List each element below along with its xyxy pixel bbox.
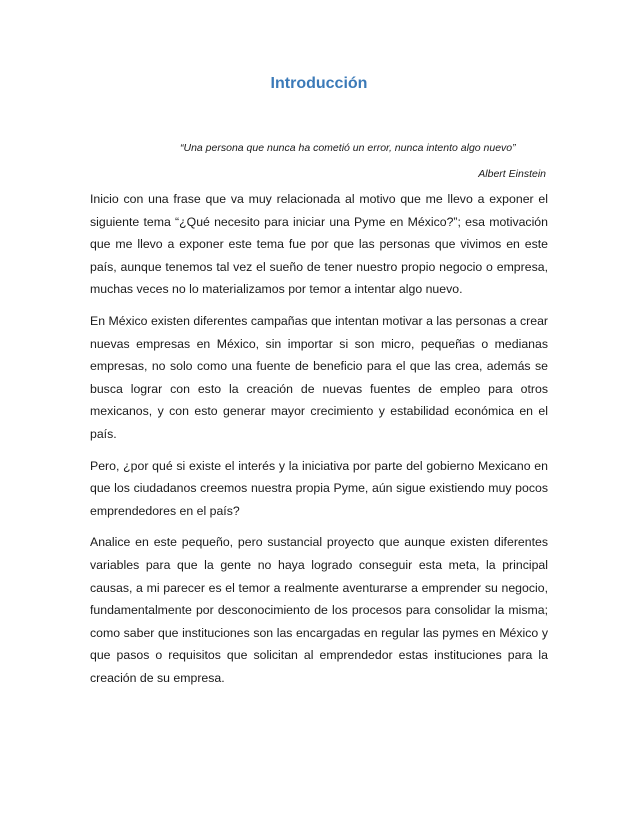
epigraph-author: Albert Einstein — [478, 168, 546, 180]
body-text — [90, 188, 548, 698]
paragraph-2: En México existen diferentes campañas que intentan motivar a las personas a crear nuevas empresas en México, sin importar si son micro, pequeñas o medianas empresas, no solo como una fuente de beneficio para el que las crea, además se busca lograr con esto la creación de nuevas fuentes de empleo para otros mexicanos, y con esto generar mayor crecimiento y estabilidad económica en el país. — [90, 313, 548, 441]
paragraph-3: Pero, ¿por qué si existe el interés y la iniciativa por parte del gobierno Mexicano en que los ciudadanos creemos nuestra propia Pyme, aún sigue existiendo muy pocos emprendedores en el país? — [90, 458, 548, 518]
document-title: Introducción — [270, 75, 368, 92]
epigraph-quote: “Una persona que nunca ha cometió un error, nunca intento algo nuevo” — [180, 142, 516, 154]
paragraph-4: Analice en este pequeño, pero sustancial proyecto que aunque existen diferentes variables para que la gente no haya logrado conseguir esta meta, la principal causas, a mi parecer es el temor a realmente aventurarse a emprender su negocio, fundamentalmente por desconocimiento de los procesos para consolidar la misma; como saber que instituciones son las encargadas en regular las pymes en México y que pasos o requisitos que solicitan al emprendedor estas instituciones para la creación de su empresa. — [90, 535, 548, 685]
paragraph-1: Inicio con una frase que va muy relacionada al motivo que me llevo a exponer el siguiente tema “¿Qué necesito para iniciar una Pyme en México?”; esa motivación que me llevo a exponer este tema fue por que las personas que vivimos en este país, aunque tenemos tal vez el sueño de tener nuestro propio negocio o empresa, muchas veces no lo materializamos por temor a intentar algo nuevo. — [90, 192, 548, 297]
